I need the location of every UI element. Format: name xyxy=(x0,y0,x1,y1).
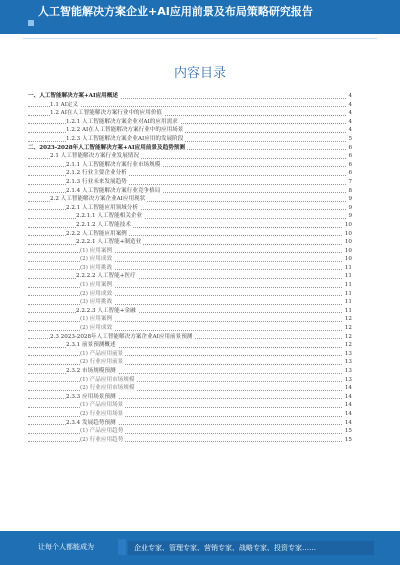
toc-entry[interactable] xyxy=(28,281,352,290)
toc-leader-dots xyxy=(28,416,346,417)
toc-entry-page: 4 xyxy=(348,118,352,125)
toc-entry[interactable] xyxy=(28,384,352,393)
toc-leader-dots xyxy=(28,407,346,408)
toc-leader-dots xyxy=(28,304,346,305)
toc-entry[interactable] xyxy=(28,367,352,376)
toc-entry-label: 2.2.1.2 人工智能技术 xyxy=(76,221,131,228)
toc-entry-page: 12 xyxy=(344,342,352,349)
toc-entry-page: 11 xyxy=(344,290,352,297)
toc-entry-page: 4 xyxy=(348,93,352,99)
toc-entry-label: (1) 产品应用市场规模 xyxy=(80,376,135,383)
toc-entry[interactable] xyxy=(28,195,352,204)
toc-entry[interactable] xyxy=(28,178,352,187)
toc-entry-label: (2) 应用成效 xyxy=(80,256,113,263)
toc-entry[interactable] xyxy=(28,161,352,170)
toc-entry[interactable] xyxy=(28,376,352,385)
toc-entry-page: 4 xyxy=(348,110,352,117)
toc-entry-label: 1.2 AI在人工智能解决方案行业中的应用价值 xyxy=(50,110,163,117)
toc-entry-label: 2.3.4 发展趋势预测 xyxy=(66,419,116,426)
toc-entry-label: (1) 产品应用趋势 xyxy=(80,428,124,435)
toc-entry-page: 11 xyxy=(344,264,352,271)
toc-entry[interactable] xyxy=(28,230,352,239)
toc-entry-page: 14 xyxy=(344,393,352,400)
toc-entry[interactable] xyxy=(28,410,352,419)
toc-entry-page: 13 xyxy=(344,376,352,383)
toc-entry-label: (1) 应用案例 xyxy=(80,247,113,254)
toc-entry-label: 1.1 AI定义 xyxy=(50,101,79,108)
toc-entry[interactable] xyxy=(28,419,352,428)
toc-entry-label: 1.2.3 人工智能解决方案企业AI应用的发展阶段 xyxy=(66,135,184,142)
table-of-contents xyxy=(28,92,352,444)
toc-entry[interactable] xyxy=(28,350,352,359)
toc-entry-label: (1) 应用案例 xyxy=(80,316,113,323)
toc-entry-label: (1) 应用案例 xyxy=(80,282,113,289)
toc-entry[interactable] xyxy=(28,152,352,161)
toc-entry[interactable] xyxy=(28,247,352,256)
toc-entry-label: 2.1.3 行业未来发展趋势 xyxy=(66,178,127,185)
footer-bar xyxy=(0,531,400,565)
toc-entry-label: 2.1 人工智能解决方案行业发展情况 xyxy=(50,153,139,160)
toc-leader-dots xyxy=(28,295,346,296)
toc-entry-page: 14 xyxy=(344,419,352,426)
toc-entry-page: 12 xyxy=(344,325,352,332)
toc-leader-dots xyxy=(28,364,346,365)
toc-entry[interactable] xyxy=(28,238,352,247)
toc-entry-label: 2.1.4 人工智能解决方案行业竞争格局 xyxy=(66,187,161,194)
toc-entry-page: 10 xyxy=(344,221,352,228)
toc-entry-page: 10 xyxy=(344,230,352,237)
toc-entry-label: 2.2.2.1 人工智能+制造业 xyxy=(76,239,142,246)
toc-entry-label: 2.1.2 行业主要企业分析 xyxy=(66,170,127,177)
toc-entry-label: (2) 行业应用市场规模 xyxy=(80,385,135,392)
toc-entry[interactable] xyxy=(28,272,352,281)
toc-entry-page: 11 xyxy=(344,282,352,289)
toc-leader-dots xyxy=(28,269,346,270)
toc-entry-label: 2.2 人工智能解决方案企业AI应用现状 xyxy=(50,196,146,203)
toc-entry-page: 13 xyxy=(344,359,352,366)
toc-entry-page: 12 xyxy=(344,333,352,340)
header-accent xyxy=(28,20,34,26)
toc-entry[interactable] xyxy=(28,290,352,299)
toc-leader-dots xyxy=(28,433,346,434)
toc-entry-page: 14 xyxy=(344,402,352,409)
toc-entry-page: 6 xyxy=(348,144,352,151)
toc-entry-label: 2.3.1 前景预测概述 xyxy=(66,342,116,349)
toc-entry[interactable] xyxy=(28,324,352,333)
toc-entry[interactable] xyxy=(28,307,352,316)
toc-entry-page: 4 xyxy=(348,101,352,108)
toc-leader-dots xyxy=(28,330,346,331)
toc-leader-dots xyxy=(28,261,346,262)
toc-entry-page: 4 xyxy=(348,127,352,134)
toc-entry-label: 2.2.2 人工智能应用案例 xyxy=(66,230,127,237)
toc-entry-label: (2) 行业应用前景 xyxy=(80,359,124,366)
toc-leader-dots xyxy=(28,355,346,356)
toc-entry[interactable] xyxy=(28,427,352,436)
toc-entry[interactable] xyxy=(28,212,352,221)
toc-leader-dots xyxy=(28,252,346,253)
toc-entry[interactable] xyxy=(28,358,352,367)
toc-entry-page: 13 xyxy=(344,350,352,357)
toc-entry[interactable] xyxy=(28,315,352,324)
toc-entry-label: 二、2023-2028年人工智能解决方案+AI应用前景及趋势预测 xyxy=(28,144,185,151)
toc-entry-page: 6 xyxy=(348,170,352,177)
toc-entry-page: 10 xyxy=(344,256,352,263)
toc-entry-label: 2.1.1 人工智能解决方案行业市场规模 xyxy=(66,161,161,168)
footer-slogan: 让每个人都能成为 xyxy=(38,543,94,551)
toc-entry[interactable] xyxy=(28,255,352,264)
toc-entry-label: 2.2.1.1 人工智能相关企业 xyxy=(76,213,143,220)
toc-entry-page: 6 xyxy=(348,153,352,160)
toc-entry-label: (1) 产品应用前景 xyxy=(80,350,124,357)
toc-entry-label: (3) 应用挑战 xyxy=(80,264,113,271)
toc-entry-page: 14 xyxy=(344,385,352,392)
toc-entry[interactable] xyxy=(28,118,352,127)
toc-entry-page: 15 xyxy=(344,436,352,443)
toc-entry[interactable] xyxy=(28,144,352,153)
toc-entry[interactable] xyxy=(28,333,352,342)
header-divider xyxy=(23,38,377,39)
toc-entry[interactable] xyxy=(28,341,352,350)
header-bar xyxy=(0,0,400,34)
toc-entry[interactable] xyxy=(28,109,352,118)
toc-entry[interactable] xyxy=(28,101,352,110)
toc-entry-page: 12 xyxy=(344,316,352,323)
footer-seal xyxy=(118,539,126,555)
toc-entry-label: (2) 应用成效 xyxy=(80,290,113,297)
toc-entry-label: (1) 产品应用场景 xyxy=(80,402,124,409)
toc-entry-label: 一、人工智能解决方案+AI应用概述 xyxy=(28,93,118,99)
toc-entry[interactable] xyxy=(28,126,352,135)
toc-leader-dots xyxy=(28,381,346,382)
toc-entry[interactable] xyxy=(28,401,352,410)
toc-entry-label: (2) 应用成效 xyxy=(80,325,113,332)
toc-leader-dots xyxy=(28,441,346,442)
toc-leader-dots xyxy=(28,287,346,288)
toc-entry-page: 14 xyxy=(344,410,352,417)
toc-entry-label: (2) 行业应用场景 xyxy=(80,410,124,417)
toc-entry[interactable] xyxy=(28,436,352,445)
toc-entry-page: 9 xyxy=(348,196,352,203)
toc-entry-page: 5 xyxy=(348,135,352,142)
toc-entry-label: 2.2.2.3 人工智能+金融 xyxy=(76,307,136,314)
toc-entry[interactable] xyxy=(28,221,352,230)
toc-entry[interactable] xyxy=(28,169,352,178)
toc-entry-page: 7 xyxy=(348,178,352,185)
toc-entry-label: 2.3 2023-2028年人工智能解决方案企业AI应用前景预测 xyxy=(50,333,193,340)
toc-entry-label: 2.3.2 市场规模预测 xyxy=(66,368,116,374)
toc-entry-page: 9 xyxy=(348,204,352,211)
toc-entry-page: 6 xyxy=(348,161,352,168)
toc-entry-label: 1.2.2 AI在人工智能解决方案行业中的应用场景 xyxy=(66,127,184,134)
toc-entry-page: 10 xyxy=(344,239,352,246)
toc-entry-label: (2) 行业应用趋势 xyxy=(80,436,124,443)
toc-entry-label: 2.2.1 人工智能应用领域分析 xyxy=(66,204,138,211)
report-title: 人工智能解决方案企业+AI应用前景及布局策略研究报告 xyxy=(38,5,313,18)
toc-entry[interactable] xyxy=(28,187,352,196)
toc-leader-dots xyxy=(28,390,346,391)
toc-entry-page: 8 xyxy=(348,187,352,194)
toc-entry[interactable] xyxy=(28,393,352,402)
toc-entry-page: 11 xyxy=(344,299,352,306)
toc-entry-page: 11 xyxy=(344,307,352,314)
footer-roles: 企业专家、管理专家、营销专家、战略专家、投资专家…… xyxy=(128,541,374,555)
toc-entry-label: (3) 应用挑战 xyxy=(80,299,113,306)
toc-entry[interactable] xyxy=(28,264,352,273)
toc-entry-label: 2.3.3 应用场景预测 xyxy=(66,393,116,400)
toc-entry[interactable] xyxy=(28,135,352,144)
toc-entry-page: 13 xyxy=(344,368,352,374)
toc-entry-page: 11 xyxy=(344,273,352,280)
toc-entry[interactable] xyxy=(28,204,352,213)
toc-entry[interactable] xyxy=(28,92,352,101)
toc-entry-label: 2.2.2.2 人工智能+医疗 xyxy=(76,273,136,280)
toc-leader-dots xyxy=(28,321,346,322)
toc-entry[interactable] xyxy=(28,298,352,307)
toc-heading: 内容目录 xyxy=(173,66,226,81)
toc-entry-label: 1.2.1 人工智能解决方案企业对AI的应用需求 xyxy=(66,118,178,125)
toc-entry-page: 15 xyxy=(344,428,352,435)
toc-entry-page: 9 xyxy=(348,213,352,220)
toc-entry-page: 10 xyxy=(344,247,352,254)
